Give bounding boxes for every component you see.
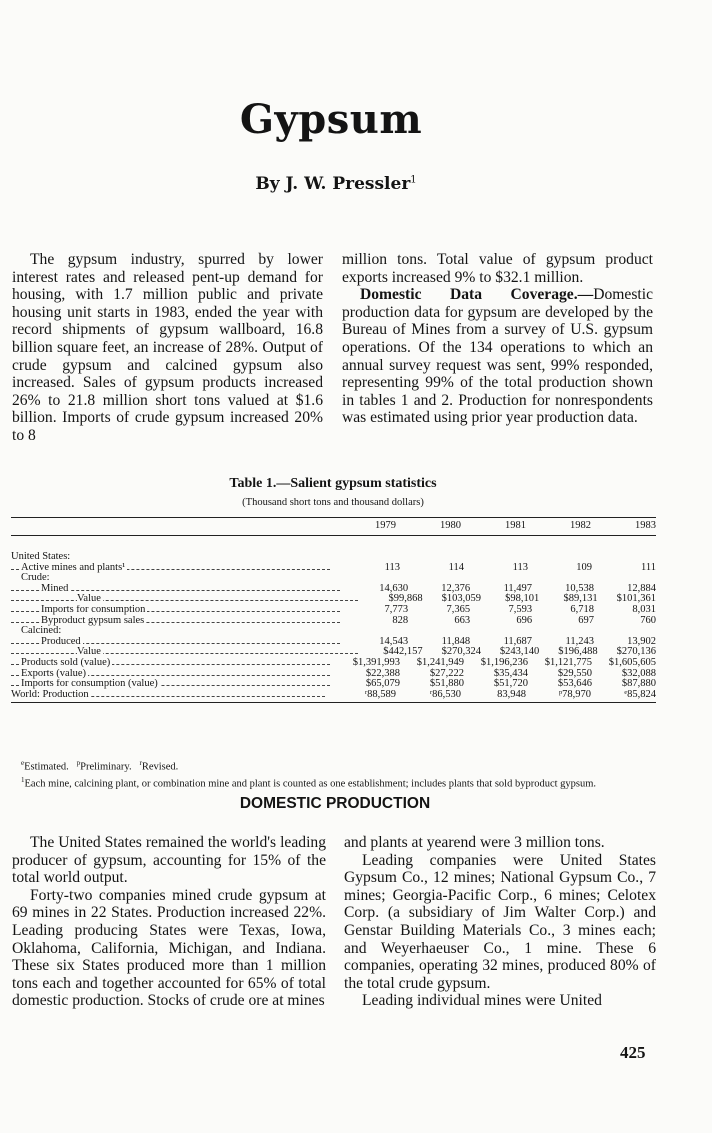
row-label [11, 616, 346, 627]
table-cell: 14,630 [379, 582, 409, 594]
table-row [11, 605, 656, 616]
table-row [11, 563, 656, 574]
revised-label: Revised. [141, 761, 179, 773]
table-cell: $270,324 [441, 646, 481, 658]
table-cell: 109 [576, 561, 593, 573]
footnote-1-text: Each mine, calcining plant, or combination mine and plant is counted as one establishment; includes plants that sold byproduct gypsum. [24, 778, 597, 789]
table-cell: 113 [512, 561, 529, 573]
table-cell: 114 [448, 561, 465, 573]
table-cell: $1,121,775 [544, 656, 593, 668]
preliminary-label: Preliminary. [80, 761, 132, 773]
byline-footnote-marker: 1 [410, 174, 417, 186]
production-paragraph-1: The United States remained the world's leading producer of gypsum, accounting for 15% of the total world output. [12, 834, 326, 887]
data-coverage-text: Domestic production data for gypsum are developed by the Bureau of Mines from a survey of U.S. gypsum operations. Of the 134 operations to which an annual survey request was sent, 99% responded, representing 99% of the total production shown in tables 1 and 2. Production for nonrespondents was estimated using prior year production data. [342, 286, 653, 427]
table-cell: 7,593 [508, 603, 533, 615]
table-row [11, 552, 656, 563]
table-row [11, 573, 656, 584]
row-label-text: Calcined: [21, 626, 62, 637]
table-cell: ᵉ85,824 [624, 688, 656, 700]
production-paragraph-2-continued: and plants at yearend were 3 million tons. [344, 834, 605, 851]
table-cell: $65,079 [365, 678, 401, 690]
footnote-1-marker: 1 [21, 775, 25, 784]
table-cell: 828 [392, 614, 409, 626]
year-header: 1981 [505, 520, 526, 532]
row-label-text: Mined [41, 583, 69, 594]
table-cell: 83,948 [497, 688, 526, 700]
row-label-text: Crude: [21, 573, 50, 584]
table-title: Table 1.—Salient gypsum statistics [229, 476, 437, 491]
table-bottom-rule [11, 702, 656, 703]
author-name: By J. W. Pressler [255, 174, 411, 194]
production-paragraph-2: Forty-two companies mined crude gypsum at 69 mines in 22 States. Production increased 22%. Leading producing States were Texas, Iowa, Oklahoma, California, Michigan, and Indiana. These six States produced more than 1 million tons each and together accounted for 65% of total domestic production. Stocks of crude ore at mines [12, 886, 326, 1010]
table-cell: $1,241,949 [416, 656, 465, 668]
row-label-text: Imports for consumption [41, 604, 146, 615]
table-cell: $89,131 [563, 593, 598, 605]
row-label-text: Active mines and plants¹ [21, 562, 126, 573]
table-cell: $53,646 [557, 678, 593, 690]
row-label [11, 563, 336, 574]
data-coverage-heading: Domestic Data Coverage.— [360, 286, 594, 304]
intro-paragraph-1: The gypsum industry, spurred by lower interest rates and released pent-up demand for housing, with 1.7 million public and private housing unit starts in 1983, ended the year with record shipments of gypsum wallboard, 16.8 billion square feet, an increase of 28%. Output of crude gypsum and calcined gypsum also increased. Sales of gypsum products increased 26% to 21.8 million short tons valued at $1.6 billion. Imports of crude gypsum increased 20% to 8 [12, 251, 323, 444]
table-subtitle: (Thousand short tons and thousand dollars) [242, 497, 424, 508]
table-cell: 11,687 [503, 635, 533, 647]
table-cell: $243,140 [499, 646, 540, 658]
row-label-text: Products sold (value) [21, 657, 111, 668]
table-cell: $51,720 [493, 678, 529, 690]
table-cell: ʳ86,530 [429, 688, 461, 700]
table-cell: 697 [578, 614, 595, 626]
section-heading: DOMESTIC PRODUCTION [239, 795, 431, 812]
row-label [11, 594, 364, 605]
row-label [11, 552, 331, 563]
estimated-marker: e [21, 759, 25, 767]
table-cell: $98,101 [505, 593, 540, 605]
table-row [11, 658, 656, 669]
table-cell: 13,902 [627, 635, 657, 647]
row-label [11, 584, 346, 595]
salient-statistics-table [11, 517, 656, 703]
intro-column-right [342, 251, 653, 427]
article-title: Gypsum [239, 96, 423, 143]
table-cell: 12,376 [441, 582, 471, 594]
intro-paragraph-2 [342, 286, 653, 427]
table-cell: 760 [640, 614, 657, 626]
table-cell: $103,059 [441, 593, 481, 605]
table-cell: $1,391,993 [352, 656, 401, 668]
row-label [11, 605, 346, 616]
row-label-text: World: Production [11, 689, 89, 700]
table-cell: 6,718 [570, 603, 595, 615]
table-cell: 11,848 [441, 635, 471, 647]
author-byline [0, 174, 672, 194]
table-cell: $442,157 [383, 646, 423, 658]
table-header-row [11, 518, 656, 536]
table-body [11, 536, 656, 700]
table-symbols-note [11, 757, 659, 774]
table-cell: $270,136 [616, 646, 656, 658]
estimated-label: Estimated. [24, 761, 69, 773]
year-header: 1980 [440, 520, 461, 532]
table-cell: 11,497 [503, 582, 533, 594]
table-cell: 696 [516, 614, 533, 626]
page-number: 425 [620, 1043, 646, 1062]
table-cell: $1,196,236 [480, 656, 529, 668]
table-row [11, 594, 656, 605]
row-label [11, 573, 336, 584]
table-row [11, 616, 656, 627]
table-cell: 8,031 [632, 603, 657, 615]
production-paragraph-4: Leading individual mines were United [362, 992, 602, 1010]
leader-dots [11, 653, 358, 654]
table-cell: 11,243 [565, 635, 595, 647]
row-label [11, 669, 336, 680]
leader-dots [11, 600, 358, 601]
table-cell: 14,543 [379, 635, 409, 647]
row-label-text: Imports for consumption (value) [21, 679, 158, 690]
production-column-right [344, 834, 656, 1010]
row-label [11, 647, 364, 658]
year-header: 1979 [375, 520, 396, 532]
row-label-text: Value [77, 594, 101, 605]
row-label [11, 679, 336, 690]
revised-marker: r [139, 759, 142, 767]
table-cell: 113 [384, 561, 401, 573]
table-cell: $29,550 [557, 667, 593, 679]
row-label [11, 637, 346, 648]
table-cell: 12,884 [627, 582, 657, 594]
table-cell: $22,388 [365, 667, 401, 679]
row-label [11, 658, 336, 669]
table-cell: ʳ88,589 [364, 688, 396, 700]
table-cell: $1,605,605 [608, 656, 657, 668]
table-cell: $87,880 [621, 678, 657, 690]
row-label [11, 690, 331, 701]
table-row [11, 626, 656, 637]
production-column-left [12, 834, 326, 1010]
row-label-text: Byproduct gypsum sales [41, 615, 145, 626]
row-label-text: Exports (value) [21, 668, 87, 679]
table-footnotes [11, 757, 659, 790]
table-cell: 10,538 [565, 582, 595, 594]
row-label-text: Value [77, 647, 101, 658]
table-cell: $99,868 [388, 593, 423, 605]
table-footnote-1 [11, 774, 659, 791]
table-cell: $51,880 [429, 678, 465, 690]
table-cell: 111 [641, 561, 657, 573]
table-cell: 663 [454, 614, 471, 626]
table-cell: $27,222 [429, 667, 465, 679]
table-row [11, 584, 656, 595]
table-cell: 7,365 [446, 603, 471, 615]
table-row [11, 690, 656, 701]
row-label-text: Produced [41, 636, 81, 647]
table-cell: 7,773 [384, 603, 409, 615]
year-header: 1983 [635, 520, 656, 532]
year-header: 1982 [570, 520, 591, 532]
table-cell: ᵖ78,970 [558, 688, 591, 700]
intro-column-left [12, 251, 323, 445]
row-label [11, 626, 336, 637]
intro-paragraph-1-continued: million tons. Total value of gypsum product exports increased 9% to $32.1 million. [342, 251, 653, 286]
table-cell: $35,434 [493, 667, 529, 679]
table-cell: $196,488 [558, 646, 598, 658]
table-cell: $32,088 [621, 667, 657, 679]
production-paragraph-3: Leading companies were United States Gypsum Co., 12 mines; National Gypsum Co., 7 mines; Georgia-Pacific Corp., 6 mines; Celotex Corp. (a subsidiary of Jim Walter Corp.) and Genstar Building Materials Co., 3 mines each; and Weyerhaeuser Co., 1 mine. These 6 companies, operating 32 mines, produced 80% of the total crude gypsum. [344, 851, 656, 992]
row-label-text: United States: [11, 552, 71, 562]
preliminary-marker: p [76, 759, 81, 767]
table-cell: $101,361 [616, 593, 656, 605]
